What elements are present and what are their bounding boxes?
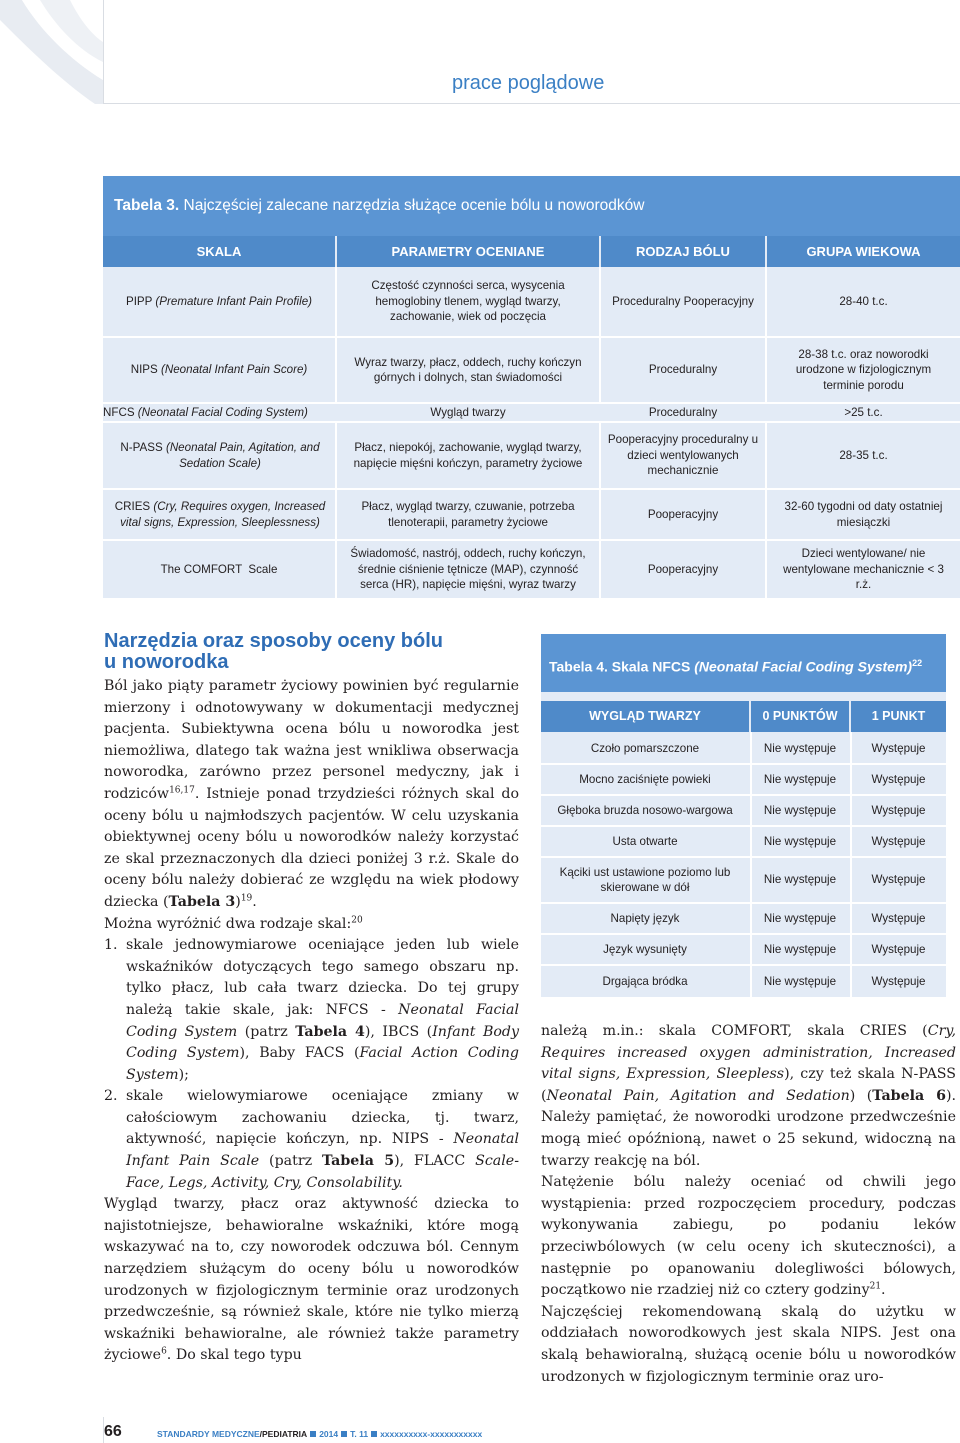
table-3-col-divider — [335, 421, 337, 598]
text: (patrz — [237, 1023, 296, 1040]
text: Neonatal Pain, Agitation and Sedation — [546, 1087, 850, 1104]
table-4 — [541, 634, 946, 997]
paragraph — [541, 1302, 956, 1388]
list-item — [104, 1086, 519, 1194]
scale-full-name: (Neonatal Facial Coding System) — [137, 405, 308, 419]
pain-type-cell: Proceduralny — [648, 363, 718, 377]
zero-points-cell: Nie występuje — [763, 873, 837, 887]
one-point-cell: Występuje — [871, 834, 926, 848]
text: Natężenie bólu należy oceniać od chwili jego wystąpienia: przed rozpoczęciem procedury, podczas wykonywania zabiegu, po podaniu leków przeciwbólowych (w celu oceny ich skuteczności), a następnie po opanowaniu dolegliwości bólowych, początkowo nie rzadziej niż co cztery godziny — [541, 1174, 956, 1299]
journal-name: STANDARDY MEDYCZNE — [157, 1429, 260, 1439]
square-bullet-icon — [371, 1431, 377, 1437]
table-3-row — [103, 541, 335, 598]
params-cell: Płacz, wygląd twarzy, czuwanie, potrzeba tlenoterapii, parametry życiowe — [361, 500, 575, 529]
text: Można wyróżnić dwa rodzaje skal: — [104, 915, 352, 932]
age-group-cell: 28-40 t.c. — [839, 294, 888, 308]
params-cell: Częstość czynności serca, wysycenia hemoglobiny tlenem, wygląd twarzy, zachowanie, wiek od poczęcia — [371, 279, 565, 324]
text: Infant Body Coding System — [126, 1023, 520, 1062]
table-4-caption: Tabela 4. Skala NFCS — [549, 658, 695, 675]
table-3-col-divider — [335, 267, 337, 402]
text: Facial Action Coding System — [126, 1045, 520, 1083]
table-3-row — [115, 423, 325, 488]
table-3-row — [103, 267, 335, 336]
face-cell: Usta otwarte — [612, 834, 678, 848]
age-group-cell: 28-35 t.c. — [839, 448, 888, 462]
table-3-row — [103, 338, 335, 402]
square-bullet-icon — [341, 1431, 347, 1437]
table-4-caption-italic: (Neonatal Facial Coding System) — [694, 658, 913, 675]
zero-points-cell: Nie występuje — [763, 803, 837, 817]
scale-cell — [113, 499, 327, 530]
params-cell: Wyraz twarzy, płacz, oddech, ruchy kończyn górnych i dolnych, stan świadomości — [354, 355, 582, 384]
text: należą m.in.: skala COMFORT, skala CRIES ( — [541, 1023, 928, 1039]
scale-cell — [115, 440, 325, 471]
face-cell: Język wysunięty — [603, 942, 687, 956]
table-reference: Tabela 3 — [168, 893, 236, 910]
one-point-cell: Występuje — [871, 803, 926, 817]
params-cell: Płacz, niepokój, zachowanie, wygląd twarzy, napięcie mięśni kończyn, parametry życiowe — [353, 441, 583, 470]
text: Cry, Requires increased oxygen administration, Increased vital signs, Expression, Sleepless — [541, 1023, 956, 1083]
scale-name: N-PASS — [120, 441, 163, 454]
table-3-title — [103, 176, 960, 236]
list-text — [126, 935, 519, 1086]
one-point-cell: Występuje — [871, 911, 926, 925]
zero-points-cell: Nie występuje — [763, 942, 837, 956]
paragraph — [541, 1021, 956, 1172]
scale-name: NFCS — [103, 405, 135, 419]
text: ). Należy pamiętać, że noworodki urodzone przedwcześnie mogą mieć opóźnioną, nawet o 25 sekund, widoczną na twarzy reakcję na ból. — [541, 1087, 956, 1169]
scale-full-name: (Premature Infant Pain Profile) — [155, 294, 313, 308]
text: . — [881, 1282, 886, 1299]
text: Ból jako piąty parametr życiowy powinien być regularnie mierzony i odnotowywany w dokumentacji medycznej pacjenta. Subiektywna ocena bólu u noworodka jest niemożliwa, dlatego tak ważna jest wnikliwa obserwacja noworodka, zarówno przez personel medyczny, jak i rodziców — [104, 678, 519, 802]
article-heading-line: Narzędzia oraz sposoby oceny bólu — [104, 630, 443, 652]
paragraph — [104, 914, 519, 936]
header-vertical-rule — [103, 0, 104, 104]
pain-type-cell: Pooperacyjny — [647, 562, 719, 576]
reference: 16,17 — [169, 785, 195, 796]
reference: 20 — [351, 914, 363, 925]
face-cell: Drgająca bródka — [602, 974, 688, 988]
reference: 6 — [161, 1346, 167, 1357]
table-4-col-divider — [750, 732, 752, 997]
text: skale wielowymiarowe oceniające zmiany w całościowym zachowaniu dziecka, tj. twarz, aktywność, napięcie kończyn, np. NIPS - — [126, 1088, 519, 1148]
scale-full-name: (Cry, Requires oxygen, Increased vital signs, Expression, Sleeplessness) — [120, 500, 326, 529]
scale-cell — [161, 562, 278, 578]
params-cell: Świadomość, nastrój, oddech, ruchy kończyn, średnie ciśnienie tętnicze (MAP), czynność serca (HR), napięcie mięśni, wyraz twarzy — [350, 547, 586, 592]
text: ) ( — [849, 1087, 873, 1104]
one-point-cell: Występuje — [871, 942, 926, 956]
reference: 21 — [869, 1281, 882, 1292]
text: Neonatal Infant Pain Scale — [126, 1131, 519, 1170]
article-left-column — [104, 676, 519, 1367]
text: ), FLACC — [394, 1153, 476, 1170]
one-point-cell: Występuje — [871, 772, 926, 786]
table-3-row — [103, 404, 335, 421]
age-group-cell: 28-38 t.c. oraz noworodki urodzone w fizjologicznym terminie porodu — [795, 347, 932, 392]
page-number: 66 — [104, 1423, 122, 1440]
list-number: 1. — [104, 937, 118, 954]
scale-name: The COMFORT Scale — [160, 562, 278, 576]
pain-type-cell: Proceduralny Pooperacyjny — [612, 294, 754, 308]
table-3 — [103, 176, 960, 598]
list-number: 2. — [104, 1088, 118, 1105]
text: Scale-Face, Legs, Activity, Cry, Consolability. — [126, 1153, 519, 1191]
text: Neonatal Facial Coding System — [126, 1001, 519, 1040]
zero-points-cell: Nie występuje — [763, 911, 837, 925]
table-3-header-age: GRUPA WIEKOWA — [767, 236, 960, 267]
one-point-cell: Występuje — [871, 741, 926, 755]
text: (patrz — [259, 1153, 322, 1170]
table-3-header-scale: SKALA — [103, 236, 335, 267]
paragraph — [541, 1172, 956, 1302]
scale-cell — [126, 294, 312, 310]
table-4-header-zero: 0 PUNKTÓW — [751, 701, 849, 732]
table-4-title — [541, 634, 946, 692]
list-item — [104, 935, 519, 1086]
text: ), czy też skala N-PASS ( — [541, 1066, 957, 1104]
journal-year: 2014 — [319, 1429, 339, 1439]
table-3-header-pain: RODZAJ BÓLU — [601, 236, 765, 267]
scale-full-name: (Neonatal Pain, Agitation, and Sedation Scale) — [165, 441, 320, 470]
table-reference: Tabela 5 — [321, 1153, 395, 1170]
table-reference: Tabela 4 — [295, 1023, 365, 1040]
article-right-column — [541, 1021, 956, 1388]
table-4-header-one: 1 PUNKT — [851, 701, 946, 732]
pain-type-cell: Pooperacyjny proceduralny u dzieci wentylowanych mechanicznie — [607, 433, 759, 478]
text: . Istnieje ponad trzydzieści różnych skal do oceny bólu u najmłodszych pacjentów. W celu uzyskania obiektywnej oceny bólu u noworodków należy korzystać ze skal przeznaczonych dla dzieci poniżej 3 r.ż. Skale do oceny bólu należy dobierać ze względu na wiek płodowy dziecka ( — [104, 785, 519, 910]
face-cell: Głęboka bruzda nosowo-wargowa — [557, 803, 733, 817]
table-3-row — [113, 490, 327, 539]
age-group-cell: >25 t.c. — [844, 405, 883, 419]
text: Wygląd twarzy, płacz oraz aktywność dziecka to najistotniejsze, behawioralne wskaźniki, które mogą wskazywać na to, czy noworodek odczuwa ból. Cennym narzędziem służącym do oceny bólu u noworodków urodzonych w fizjologicznym terminie oraz urodzonych przedwcześnie, są również skale, które nie tylko mierzą wskaźniki behawioralne, ale również także parametry życiowe — [104, 1196, 519, 1364]
zero-points-cell: Nie występuje — [763, 741, 837, 755]
article-heading — [104, 631, 443, 673]
face-cell: Napięty język — [610, 911, 680, 925]
text: ) — [235, 893, 241, 910]
face-cell: Czoło pomarszczone — [590, 741, 700, 755]
text: skale jednowymiarowe oceniające jeden lub wiele wskaźników dotyczących tego samego obszaru np. tylko płacz, lub cała twarz dziecka. Do tej grupy należą takie skale, jak: NFCS - — [126, 937, 519, 1018]
list-text — [126, 1086, 519, 1194]
face-cell: Mocno zaciśnięte powieki — [579, 772, 711, 786]
reference: 22 — [912, 658, 923, 668]
paragraph — [104, 676, 519, 914]
text: . — [252, 893, 257, 910]
header-horizontal-rule — [103, 103, 960, 104]
zero-points-cell: Nie występuje — [763, 834, 837, 848]
reference: 19 — [240, 893, 253, 904]
scale-cell — [131, 362, 308, 378]
square-bullet-icon — [310, 1431, 316, 1437]
journal-section: /PEDIATRIA — [259, 1429, 308, 1439]
one-point-cell: Występuje — [871, 974, 926, 988]
article-heading-line: u noworodka — [104, 651, 229, 673]
journal-volume: T. 11 — [350, 1429, 369, 1439]
footer-journal — [157, 1429, 482, 1439]
section-label: prace poglądowe — [452, 72, 605, 94]
one-point-cell: Występuje — [871, 873, 926, 887]
scale-name: NIPS — [130, 363, 158, 377]
table-3-caption: Najczęściej zalecane narzędzia służące ocenie bólu u noworodków — [183, 197, 645, 214]
scale-full-name: (Neonatal Infant Pain Score) — [161, 363, 308, 377]
table-reference: Tabela 6 — [872, 1087, 946, 1104]
age-group-cell: Dzieci wentylowane/ nie wentylowane mechanicznie < 3 r.ż. — [783, 547, 944, 592]
table-4-col-divider — [850, 732, 852, 997]
age-group-cell: 32-60 tygodni od daty ostatniej miesiączki — [784, 500, 943, 529]
table-4-header-face: WYGLĄD TWARZY — [541, 701, 749, 732]
zero-points-cell: Nie występuje — [763, 974, 837, 988]
face-cell: Kąciki ust ustawione poziomo lub skierowane w dół — [559, 865, 731, 894]
text: . Do skal tego typu — [166, 1347, 302, 1364]
text: ), IBCS ( — [364, 1023, 433, 1040]
scale-name: CRIES — [114, 500, 151, 513]
pain-type-cell: Pooperacyjny — [647, 507, 719, 521]
scale-cell — [103, 405, 308, 421]
paragraph — [104, 1194, 519, 1367]
decorative-swoosh — [0, 0, 104, 104]
zero-points-cell: Nie występuje — [763, 772, 837, 786]
text: ); — [178, 1066, 189, 1083]
journal-pages: xxxxxxxxxx-xxxxxxxxxxx — [380, 1429, 483, 1439]
table-3-label: Tabela 3. — [114, 197, 180, 214]
params-cell: Wygląd twarzy — [430, 405, 506, 419]
scale-name: PIPP — [125, 294, 153, 308]
pain-type-cell: Proceduralny — [648, 405, 718, 419]
text: ), Baby FACS ( — [239, 1045, 360, 1062]
text: Najczęściej rekomendowaną skalą do użytku w oddziałach noworodkowych jest skala NIPS. Jest ona skalą behawioralną, służącą ocenie bólu u noworodków urodzonych w fizjologicznym terminie oraz uro- — [541, 1303, 956, 1385]
table-3-header-params: PARAMETRY OCENIANE — [337, 236, 599, 267]
